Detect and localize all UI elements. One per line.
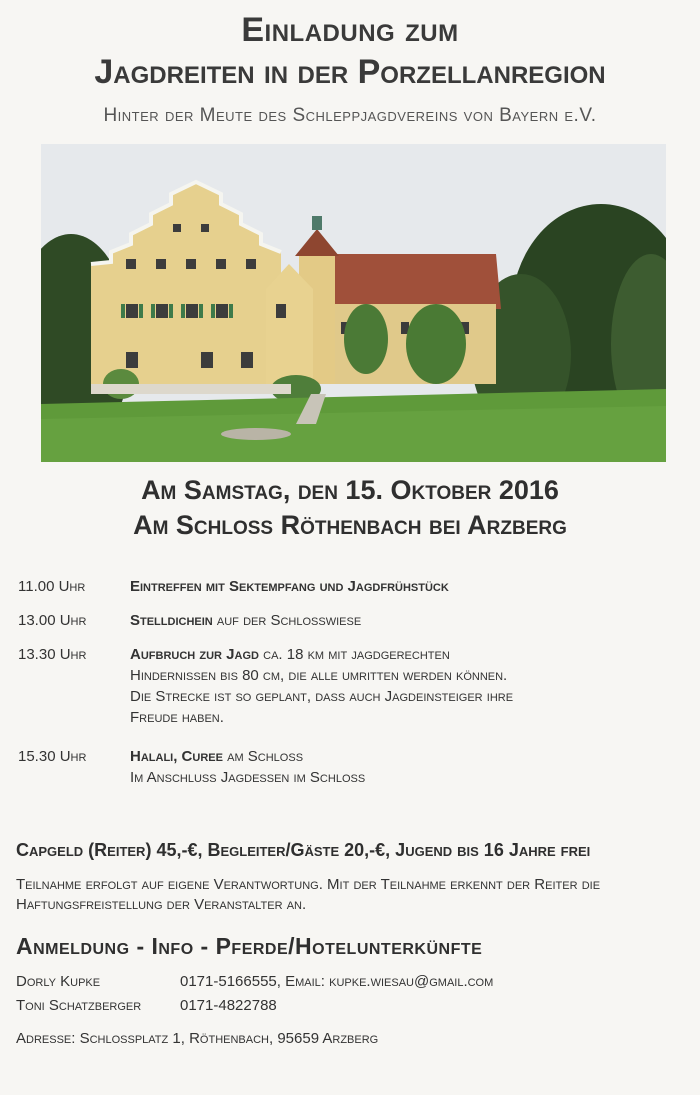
schedule-item-bold: Eintreffen mit Sektempfang und Jagdfrühstück bbox=[130, 578, 449, 595]
registration-heading: Anmeldung - Info - Pferde/Hotelunterkünfte bbox=[16, 933, 483, 959]
schedule-item-bold: Stelldichein bbox=[130, 612, 213, 629]
castle-photo bbox=[41, 144, 666, 462]
contact-details bbox=[180, 973, 493, 990]
schedule-item bbox=[130, 610, 680, 631]
contact-name: Dorly Kupke bbox=[16, 973, 101, 990]
schedule-item-text: ca. 18 km mit jagdgerechten Hindernissen bis 80 cm, die alle umritten werden können. Die Strecke ist so geplant, dass auch Jagdeinsteiger ihre Freude haben. bbox=[130, 646, 514, 726]
contact-phone: 0171-5166555, bbox=[180, 973, 281, 990]
title-line-2: Jagdreiten in der Porzellanregion bbox=[94, 53, 606, 91]
title-line-1: Einladung zum bbox=[241, 11, 459, 49]
email-label: Email: bbox=[285, 973, 325, 990]
address bbox=[16, 1030, 378, 1047]
schedule-time: 13.00 Uhr bbox=[18, 612, 87, 629]
contact-phone: 0171-4822788 bbox=[180, 997, 277, 1014]
schedule-item bbox=[130, 644, 530, 728]
schedule-item-text: am Schloss bbox=[222, 748, 304, 765]
subtitle: Hinter der Meute des Schleppjagdvereins von Bayern e.V. bbox=[103, 105, 597, 126]
schedule-time: 13.30 Uhr bbox=[18, 646, 87, 663]
schedule-time: 11.00 Uhr bbox=[18, 578, 86, 595]
schedule-item bbox=[130, 576, 680, 597]
fees: Capgeld (Reiter) 45,-€, Begleiter/Gäste 20,-€, Jugend bis 16 Jahre frei bbox=[16, 840, 591, 860]
schedule-item-line2: Im Anschluss Jagdessen im Schloss bbox=[130, 769, 366, 786]
address-label: Adresse: bbox=[16, 1030, 76, 1047]
schedule-time: 15.30 Uhr bbox=[18, 748, 87, 765]
schedule-item-text: auf der Schlosswiese bbox=[212, 612, 362, 629]
contact-email[interactable]: kupke.wiesau@gmail.com bbox=[329, 973, 494, 990]
event-date: Am Samstag, den 15. Oktober 2016 bbox=[141, 475, 559, 505]
schedule-item-bold: Aufbruch zur Jagd bbox=[130, 646, 259, 663]
disclaimer: Teilnahme erfolgt auf eigene Verantwortung. Mit der Teilnahme erkennt der Reiter die Haftungsfreistellung der Veranstalter an. bbox=[16, 876, 601, 913]
schedule-item-bold: Halali, Curee bbox=[130, 748, 223, 765]
schedule-item bbox=[130, 746, 680, 788]
contact-name: Toni Schatzberger bbox=[16, 997, 142, 1014]
event-venue: Am Schloss Röthenbach bei Arzberg bbox=[133, 510, 567, 540]
address-value: Schlossplatz 1, Röthenbach, 95659 Arzberg bbox=[79, 1030, 379, 1047]
